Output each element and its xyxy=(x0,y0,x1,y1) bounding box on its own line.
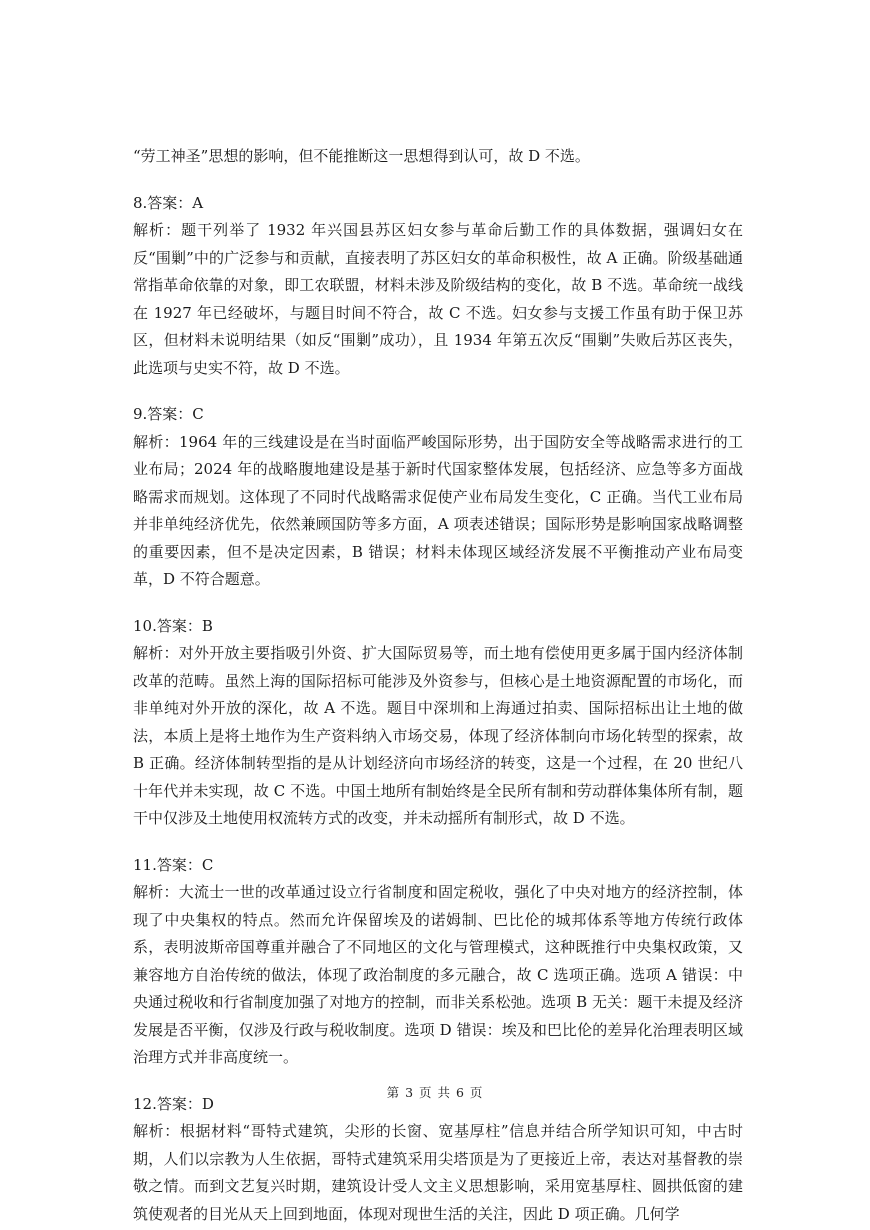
document-content xyxy=(133,143,743,1228)
answer-label: 10.答案：B xyxy=(133,616,213,635)
answer-label: 8.答案：A xyxy=(133,193,204,212)
answer-item-9 xyxy=(133,401,743,594)
analysis-text: 解析：根据材料“哥特式建筑，尖形的长窗、宽基厚柱”信息并结合所学知识可知，中古时期，人们以宗教为人生依据，哥特式建筑采用尖塔顶是为了更接近上帝，表达对基督教的崇敬之情。而到文艺复兴时期，建筑设计受人文主义思想影响，采用宽基厚柱、圆拱低窗的建筑使观者的目光从天上回到地面，体现对现世生活的关注，因此 D 项正确。几何学 xyxy=(133,1122,743,1223)
answer-item-8 xyxy=(133,190,743,383)
page-number-footer: 第 3 页 共 6 页 xyxy=(386,1085,484,1100)
analysis-text: 解析：大流士一世的改革通过设立行省制度和固定税收，强化了中央对地方的经济控制，体现了中央集权的特点。然而允许保留埃及的诺姆制、巴比伦的城邦体系等地方传统行政体系，表明波斯帝国尊重并融合了不同地区的文化与管理模式，这种既推行中央集权政策，又兼容地方自治传统的做法，体现了政治制度的多元融合，故 C 选项正确。选项 A 错误：中央通过税收和行省制度加强了对地方的控制，而非关系松弛。选项 B 无关：题干未提及经济发展是否平衡，仅涉及行政与税收制度。选项 D 错误：埃及和巴比伦的差异化治理表明区域治理方式并非高度统一。 xyxy=(133,883,743,1066)
analysis-text: 解析：对外开放主要指吸引外资、扩大国际贸易等，而土地有偿使用更多属于国内经济体制改革的范畴。虽然上海的国际招标可能涉及外资参与，但核心是土地资源配置的市场化，而非单纯对外开放的深化，故 A 不选。题目中深圳和上海通过拍卖、国际招标出让土地的做法，本质上是将土地作为生产资料纳入市场交易，体现了经济体制向市场化转型的探索，故 B 正确。经济体制转型指的是从计划经济向市场经济的转变，这是一个过程，在 20 世纪八十年代并未实现，故 C 不选。中国土地所有制始终是全民所有制和劳动群体集体所有制，题干中仅涉及土地使用权流转方式的改变，并未动摇所有制形式，故 D 不选。 xyxy=(133,644,743,827)
analysis-text: 解析：题干列举了 1932 年兴国县苏区妇女参与革命后勤工作的具体数据，强调妇女在反“围剿”中的广泛参与和贡献，直接表明了苏区妇女的革命积极性，故 A 正确。阶级基础通常指革命依靠的对象，即工农联盟，材料未涉及阶级结构的变化，故 B 不选。革命统一战线在 1927 年已经破坏，与题目时间不符合，故 C 不选。妇女参与支援工作虽有助于保卫苏区，但材料未说明结果（如反“围剿”成功），且 1934 年第五次反“围剿”失败后苏区丧失，此选项与史实不符，故 D 不选。 xyxy=(133,221,743,377)
intro-paragraph: “劳工神圣”思想的影响，但不能推断这一思想得到认可，故 D 不选。 xyxy=(133,147,590,165)
analysis-text: 解析：1964 年的三线建设是在当时面临严峻国际形势，出于国防安全等战略需求进行的工业布局；2024 年的战略腹地建设是基于新时代国家整体发展，包括经济、应急等多方面战略需求而规划。这体现了不同时代战略需求促使产业布局发生变化，C 正确。当代工业布局并非单纯经济优先，依然兼顾国防等多方面，A 项表述错误；国际形势是影响国家战略调整的重要因素，但不是决定因素，B 错误；材料未体现区域经济发展不平衡推动产业布局变革，D 不符合题意。 xyxy=(133,432,743,588)
answer-label: 12.答案：D xyxy=(133,1094,214,1113)
answer-item-10 xyxy=(133,613,743,833)
answer-item-12 xyxy=(133,1091,743,1229)
answer-item-11 xyxy=(133,852,743,1072)
answer-label: 11.答案：C xyxy=(133,855,214,874)
answer-label: 9.答案：C xyxy=(133,405,204,423)
